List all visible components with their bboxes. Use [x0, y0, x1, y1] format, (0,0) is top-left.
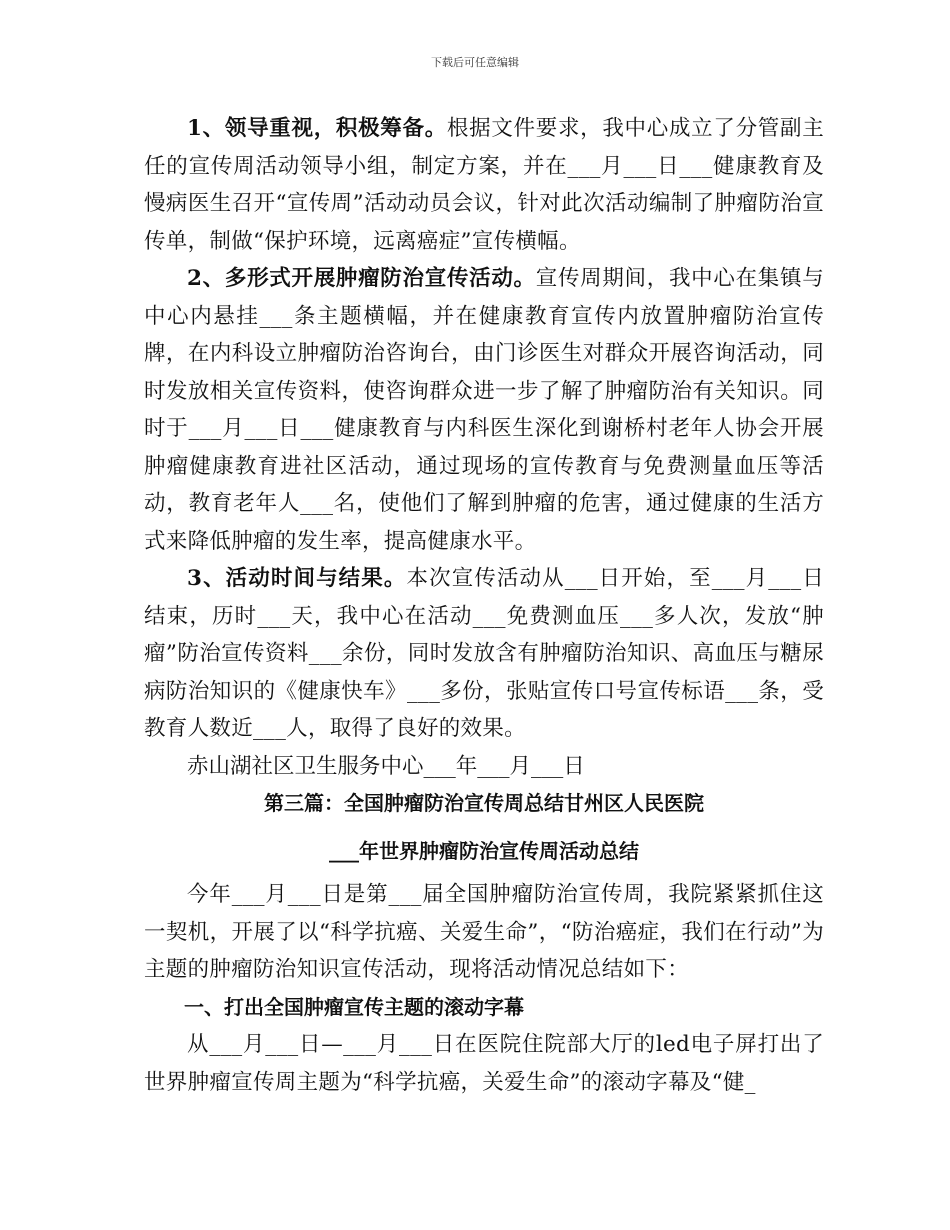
paragraph-intro: 今年___月___日是第___届全国肿瘤防治宣传周，我院紧紧抓住这一契机，开展了以“科学抗癌、关爱生命”，“防治癌症，我们在行动”为主题的肿瘤防治知识宣传活动，现将活动情况总结如下： — [144, 882, 824, 982]
paragraph-leadership — [144, 110, 824, 260]
subheading-1: 一、打出全国肿瘤宣传主题的滚动字幕 — [184, 994, 524, 1019]
header-note: 下载后可任意编辑 — [431, 56, 519, 69]
paragraph-body-1: 从___月___日—___月___日在医院住院部大厅的led电子屏打出了世界肿瘤宣传周主题为“科学抗癌，关爱生命”的滚动字幕及“健_ — [144, 1032, 824, 1095]
paragraph-lead: 1、领导重视，积极筹备。 — [187, 116, 447, 141]
paragraph-lead: 3、活动时间与结果。 — [187, 566, 407, 591]
section-title: 第三篇：全国肿瘤防治宣传周总结甘州区人民医院 — [264, 791, 704, 815]
section-subtitle: ___年世界肿瘤防治宣传周活动总结 — [329, 838, 639, 863]
paragraph-results — [144, 560, 824, 748]
paragraph-text: 宣传周期间，我中心在集镇与中心内悬挂___条主题横幅，并在健康教育宣传内放置肿瘤防治宣传牌，在内科设立肿瘤防治咨询台，由门诊医生对群众开展咨询活动，同时发放相关宣传资料，使咨询群众进一步了解了肿瘤防治有关知识。同时于___月___日___健康教育与内科医生深化到谢桥村老年人协会开展肿瘤健康教育进社区活动，通过现场的宣传教育与免费测量血压等活动，教育老年人___名，使他们了解到肿瘤的危害，通过健康的生活方式来降低肿瘤的发生率，提高健康水平。 — [144, 266, 824, 554]
paragraph-text: 根据文件要求，我中心成立了分管副主任的宣传周活动领导小组，制定方案，并在___月___日___健康教育及慢病医生召开“宣传周”活动动员会议，针对此次活动编制了肿瘤防治宣传单，制做“保护环境，远离癌症”宣传横幅。 — [144, 116, 824, 254]
signature-line: 赤山湖社区卫生服务中心___年___月___日 — [187, 753, 585, 779]
paragraph-text: 本次宣传活动从___日开始，至___月___日结束，历时___天，我中心在活动___免费测血压___多人次，发放“肿瘤”防治宣传资料___余份，同时发放含有肿瘤防治知识、高血压与糖尿病防治知识的《健康快车》___多份，张贴宣传口号宣传标语___条，受教育人数近___人，取得了良好的效果。 — [144, 566, 824, 741]
paragraph-publicity — [144, 260, 824, 560]
document-body — [144, 110, 824, 1101]
paragraph-lead: 2、多形式开展肿瘤防治宣传活动。 — [187, 266, 536, 291]
